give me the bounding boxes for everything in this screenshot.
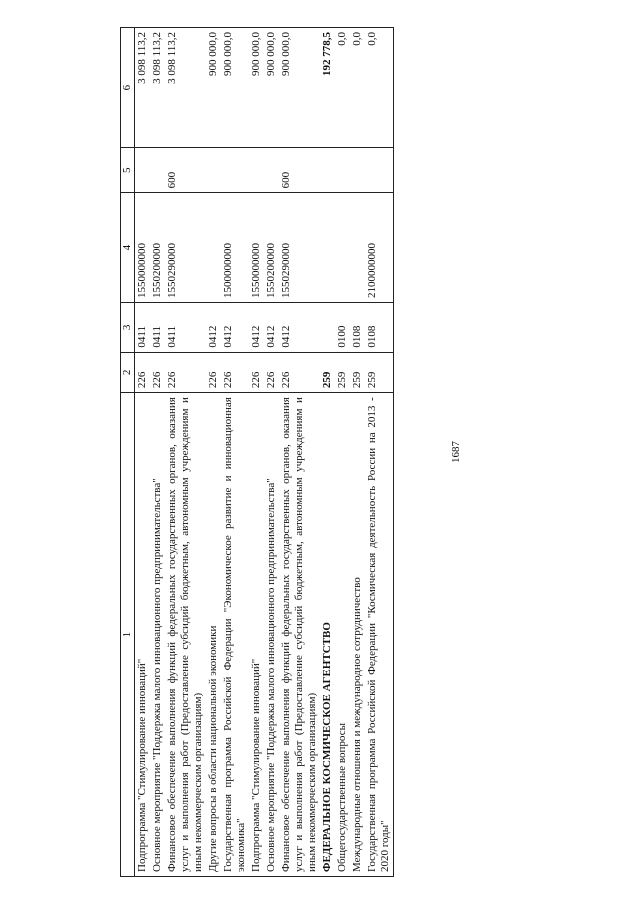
- table-row: [279, 28, 320, 877]
- row-section-code: 0412: [279, 303, 320, 353]
- row-amount: 3 098 113,2: [150, 28, 165, 148]
- row-section-code: 0411: [150, 303, 165, 353]
- row-expense-type: [350, 148, 365, 193]
- row-expense-type: [135, 148, 151, 193]
- budget-table: [120, 27, 394, 877]
- row-ministry-code: 226: [264, 352, 279, 393]
- header-col-3: 3: [121, 303, 135, 353]
- header-row: [121, 28, 135, 877]
- table-row: [350, 28, 365, 877]
- row-ministry-code: 226: [165, 352, 206, 393]
- row-ministry-code: 259: [320, 352, 335, 393]
- row-amount: 900 000,0: [279, 28, 320, 148]
- row-ministry-code: 226: [135, 352, 151, 393]
- row-name: Финансовое обеспечение выполнения функций федеральных государственных органов, оказания услуг и выполнения работ (Предоставление субсидий бюджетным, автономным учреждениям и иным некоммерческим организациям): [279, 393, 320, 877]
- row-expense-type: 600: [279, 148, 320, 193]
- header-col-6: 6: [121, 28, 135, 148]
- header-col-2: 2: [121, 352, 135, 393]
- row-amount: 3 098 113,2: [135, 28, 151, 148]
- row-amount: 0,0: [350, 28, 365, 148]
- row-name: Основное мероприятие "Поддержка малого инновационного предпринимательства": [150, 393, 165, 877]
- row-amount: 192 778,5: [320, 28, 335, 148]
- header-col-1: 1: [121, 393, 135, 877]
- row-target-code: [335, 193, 350, 303]
- table-row: [335, 28, 350, 877]
- row-target-code: 1550290000: [165, 193, 206, 303]
- row-expense-type: [206, 148, 221, 193]
- row-name: Государственная программа Российской Федерации "Экономическое развитие и инновационная экономика": [221, 393, 249, 877]
- table-row: [221, 28, 249, 877]
- row-section-code: 0412: [249, 303, 264, 353]
- row-expense-type: [249, 148, 264, 193]
- row-section-code: 0100: [335, 303, 350, 353]
- row-name: Международные отношения и международное сотрудничество: [350, 393, 365, 877]
- row-section-code: [320, 303, 335, 353]
- table-row: [264, 28, 279, 877]
- table-row: [165, 28, 206, 877]
- row-name: Общегосударственные вопросы: [335, 393, 350, 877]
- row-amount: 900 000,0: [264, 28, 279, 148]
- row-section-code: 0412: [206, 303, 221, 353]
- row-name: Государственная программа Российской Федерации "Космическая деятельность России на 2013 - 2020 годы": [365, 393, 394, 877]
- row-amount: 900 000,0: [206, 28, 221, 148]
- row-expense-type: [365, 148, 394, 193]
- row-name: Другие вопросы в области национальной экономики: [206, 393, 221, 877]
- row-section-code: 0412: [264, 303, 279, 353]
- row-target-code: 1500000000: [221, 193, 249, 303]
- page-number: 1687: [450, 441, 462, 463]
- row-name: Подпрограмма "Стимулирование инноваций": [249, 393, 264, 877]
- row-ministry-code: 226: [150, 352, 165, 393]
- table-row: [365, 28, 394, 877]
- row-ministry-code: 226: [279, 352, 320, 393]
- table-header: [121, 28, 135, 877]
- row-target-code: 1550000000: [249, 193, 264, 303]
- row-name: ФЕДЕРАЛЬНОЕ КОСМИЧЕСКОЕ АГЕНТСТВО: [320, 393, 335, 877]
- row-target-code: [320, 193, 335, 303]
- table-row: [249, 28, 264, 877]
- row-target-code: [350, 193, 365, 303]
- row-amount: 3 098 113,2: [165, 28, 206, 148]
- row-section-code: 0411: [135, 303, 151, 353]
- row-ministry-code: 226: [206, 352, 221, 393]
- row-ministry-code: 226: [249, 352, 264, 393]
- row-target-code: 1550200000: [264, 193, 279, 303]
- row-amount: 900 000,0: [221, 28, 249, 148]
- row-expense-type: [320, 148, 335, 193]
- row-section-code: 0412: [221, 303, 249, 353]
- header-col-5: 5: [121, 148, 135, 193]
- row-amount: 900 000,0: [249, 28, 264, 148]
- row-ministry-code: 259: [350, 352, 365, 393]
- row-expense-type: [221, 148, 249, 193]
- row-amount: 0,0: [365, 28, 394, 148]
- row-name: Подпрограмма "Стимулирование инноваций": [135, 393, 151, 877]
- header-col-4: 4: [121, 193, 135, 303]
- row-name: Основное мероприятие "Поддержка малого инновационного предпринимательства": [264, 393, 279, 877]
- row-target-code: 2100000000: [365, 193, 394, 303]
- row-section-code: 0108: [365, 303, 394, 353]
- table-row: [206, 28, 221, 877]
- row-expense-type: [335, 148, 350, 193]
- row-expense-type: [150, 148, 165, 193]
- row-ministry-code: 226: [221, 352, 249, 393]
- row-target-code: 1550000000: [135, 193, 151, 303]
- rotated-page-content: [120, 27, 520, 877]
- row-target-code: 1550200000: [150, 193, 165, 303]
- row-amount: 0,0: [335, 28, 350, 148]
- table-row: [150, 28, 165, 877]
- table-body: [135, 28, 394, 877]
- table-row: [135, 28, 151, 877]
- row-expense-type: 600: [165, 148, 206, 193]
- row-target-code: 1550290000: [279, 193, 320, 303]
- row-section-code: 0411: [165, 303, 206, 353]
- row-target-code: [206, 193, 221, 303]
- row-ministry-code: 259: [365, 352, 394, 393]
- row-ministry-code: 259: [335, 352, 350, 393]
- table-row: [320, 28, 335, 877]
- row-section-code: 0108: [350, 303, 365, 353]
- row-name: Финансовое обеспечение выполнения функций федеральных государственных органов, оказания услуг и выполнения работ (Предоставление субсидий бюджетным, автономным учреждениям и иным некоммерческим организациям): [165, 393, 206, 877]
- row-expense-type: [264, 148, 279, 193]
